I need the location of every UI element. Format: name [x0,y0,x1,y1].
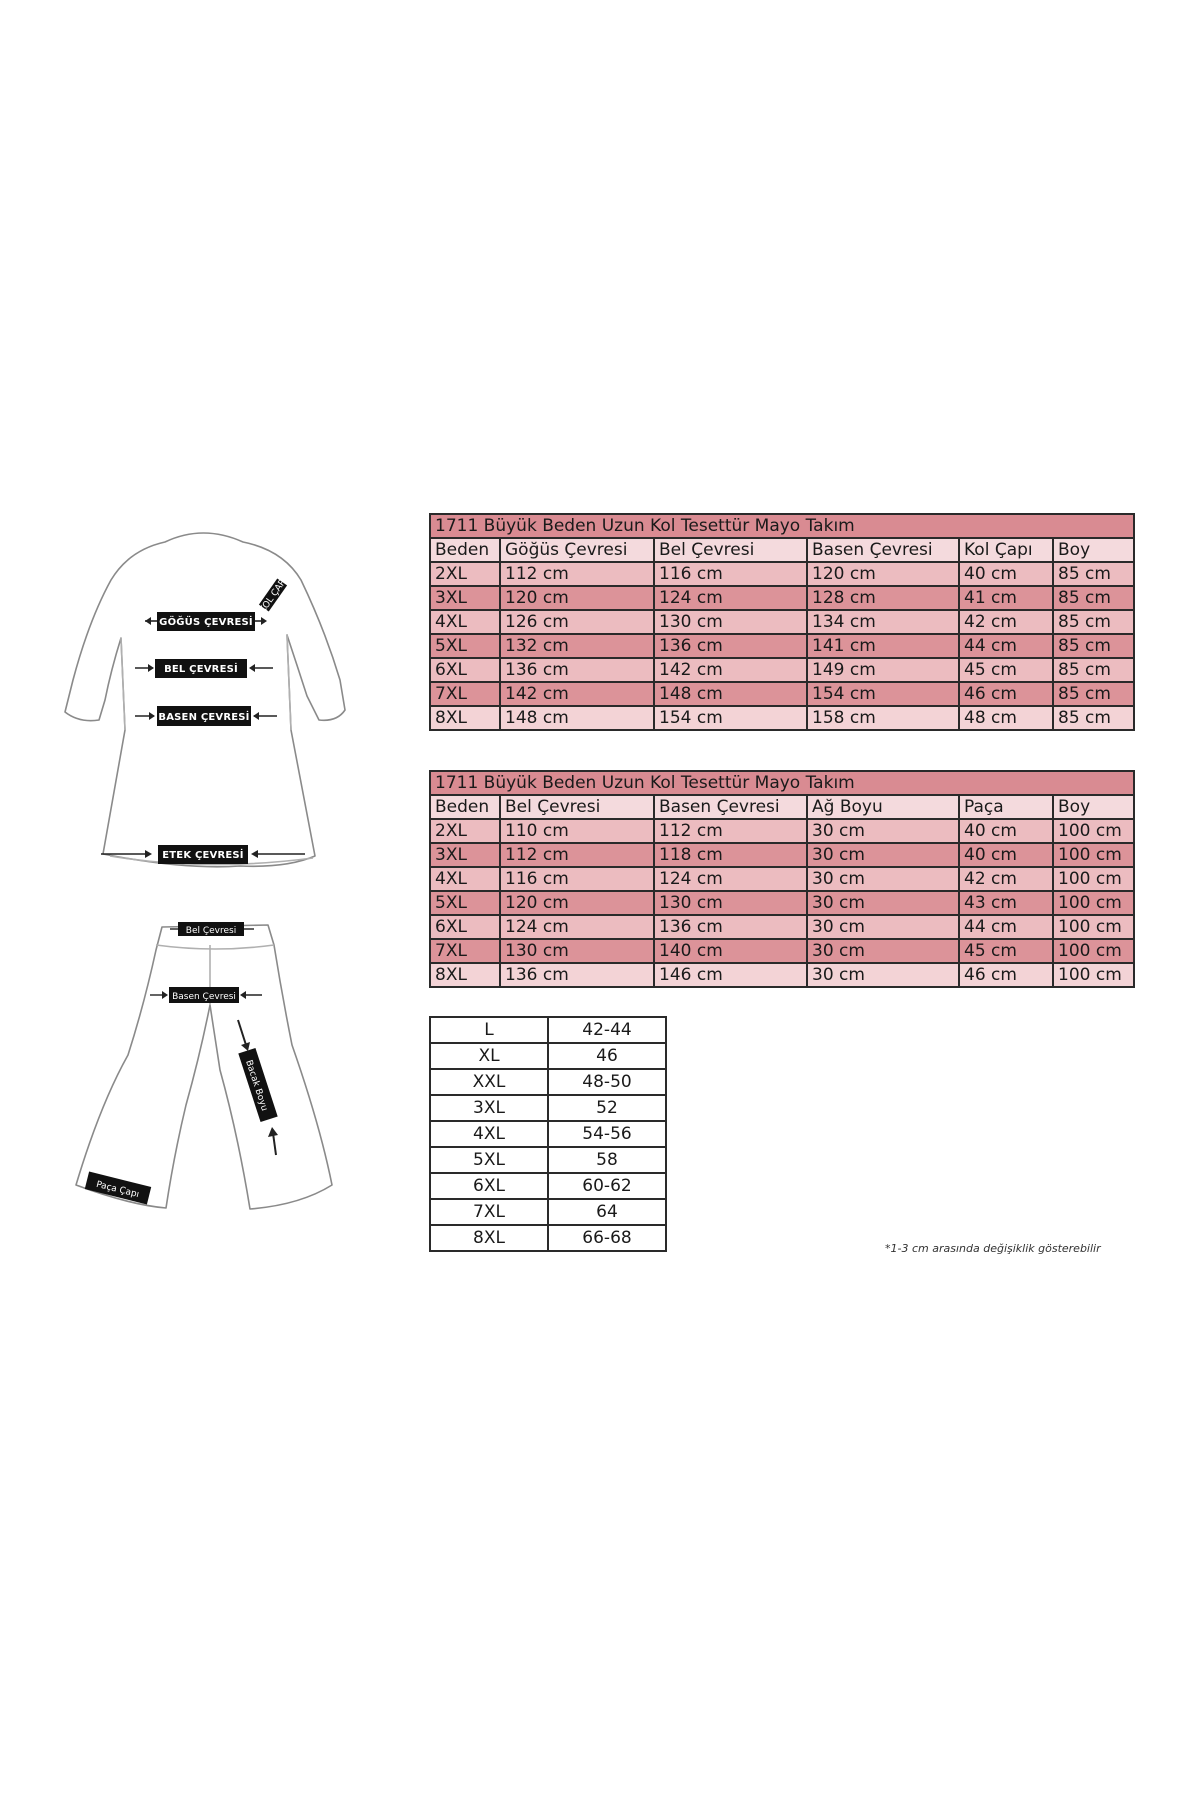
table-cell: 85 cm [1053,586,1134,610]
column-header: Ağ Boyu [807,795,959,819]
table-cell: 3XL [430,843,500,867]
column-header: Basen Çevresi [807,538,959,562]
table-cell: 6XL [430,658,500,682]
table-cell: 120 cm [500,586,654,610]
hem-tag: ETEK ÇEVRESİ [162,850,244,861]
size-label: 5XL [430,1147,548,1173]
table-cell: 136 cm [654,634,807,658]
table-cell: 134 cm [807,610,959,634]
chest-tag: GÖĞÜS ÇEVRESİ [159,617,253,628]
table-cell: 146 cm [654,963,807,987]
size-number: 64 [548,1199,666,1225]
table-cell: 4XL [430,867,500,891]
table-cell: 2XL [430,562,500,586]
tunic-sketch [55,520,355,880]
size-label: XL [430,1043,548,1069]
table-title: 1711 Büyük Beden Uzun Kol Tesettür Mayo Takım [430,514,1134,538]
size-number: 42-44 [548,1017,666,1043]
table-cell: 30 cm [807,915,959,939]
pants-hip-tag: Basen Çevresi [172,992,236,1002]
table-cell: 100 cm [1053,963,1134,987]
size-row [430,1017,666,1043]
table-row [430,843,1134,867]
table-cell: 148 cm [500,706,654,730]
table-cell: 136 cm [500,658,654,682]
size-label: 6XL [430,1173,548,1199]
table-cell: 42 cm [959,610,1053,634]
table-cell: 7XL [430,939,500,963]
table-cell: 85 cm [1053,610,1134,634]
size-row [430,1199,666,1225]
size-number: 46 [548,1043,666,1069]
table-cell: 118 cm [654,843,807,867]
table-cell: 46 cm [959,963,1053,987]
table-cell: 44 cm [959,634,1053,658]
table-cell: 44 cm [959,915,1053,939]
column-header: Beden [430,538,500,562]
table-cell: 149 cm [807,658,959,682]
size-label: 4XL [430,1121,548,1147]
table-cell: 100 cm [1053,915,1134,939]
table-title-row [430,771,1134,795]
table-cell: 124 cm [654,867,807,891]
table-cell: 85 cm [1053,682,1134,706]
hip-tag: BASEN ÇEVRESİ [158,712,250,723]
table-cell: 142 cm [500,682,654,706]
table-cell: 85 cm [1053,562,1134,586]
table-cell: 30 cm [807,939,959,963]
table-cell: 40 cm [959,819,1053,843]
table-cell: 158 cm [807,706,959,730]
table-title: 1711 Büyük Beden Uzun Kol Tesettür Mayo Takım [430,771,1134,795]
size-label: 7XL [430,1199,548,1225]
pants-hem-tag: Paça Çapı [95,1179,141,1201]
size-number: 60-62 [548,1173,666,1199]
table-cell: 30 cm [807,867,959,891]
table-cell: 40 cm [959,843,1053,867]
table-cell: 41 cm [959,586,1053,610]
table-cell: 85 cm [1053,658,1134,682]
table-cell: 126 cm [500,610,654,634]
top-measurement-table [429,513,1135,731]
table-cell: 124 cm [654,586,807,610]
variation-note: *1-3 cm arasında değişiklik gösterebilir [885,1242,1101,1255]
table-cell: 112 cm [500,562,654,586]
table-cell: 130 cm [654,891,807,915]
size-label: 8XL [430,1225,548,1251]
table-cell: 43 cm [959,891,1053,915]
table-row [430,963,1134,987]
table-cell: 148 cm [654,682,807,706]
table-cell: 130 cm [654,610,807,634]
table-cell: 45 cm [959,939,1053,963]
column-header: Beden [430,795,500,819]
table-cell: 40 cm [959,562,1053,586]
table-cell: 100 cm [1053,939,1134,963]
size-number: 48-50 [548,1069,666,1095]
column-header: Göğüs Çevresi [500,538,654,562]
table-row [430,562,1134,586]
size-number: 52 [548,1095,666,1121]
table-cell: 100 cm [1053,819,1134,843]
table-cell: 100 cm [1053,867,1134,891]
table-cell: 8XL [430,706,500,730]
chest-measure [145,612,267,631]
column-header: Kol Çapı [959,538,1053,562]
table-row [430,682,1134,706]
size-conversion-table [429,1016,667,1252]
table-cell: 5XL [430,634,500,658]
table-cell: 124 cm [500,915,654,939]
table-cell: 5XL [430,891,500,915]
table-cell: 110 cm [500,819,654,843]
table-cell: 30 cm [807,891,959,915]
column-header: Bel Çevresi [654,538,807,562]
table-cell: 120 cm [500,891,654,915]
table-cell: 85 cm [1053,634,1134,658]
sleeve-tag: KOL ÇAPI [257,575,290,616]
table-cell: 100 cm [1053,891,1134,915]
column-header: Boy [1053,538,1134,562]
pants-waist-measure [170,922,254,936]
table-row [430,939,1134,963]
size-number: 58 [548,1147,666,1173]
table-cell: 136 cm [654,915,807,939]
table-cell: 46 cm [959,682,1053,706]
table-cell: 30 cm [807,843,959,867]
column-header: Paça [959,795,1053,819]
table-cell: 85 cm [1053,706,1134,730]
column-header: Basen Çevresi [654,795,807,819]
table-cell: 142 cm [654,658,807,682]
table-row [430,610,1134,634]
table-cell: 8XL [430,963,500,987]
table-cell: 116 cm [654,562,807,586]
table-cell: 45 cm [959,658,1053,682]
size-row [430,1121,666,1147]
size-label: XXL [430,1069,548,1095]
table-title-row [430,514,1134,538]
table-cell: 128 cm [807,586,959,610]
table-row [430,634,1134,658]
size-label: 3XL [430,1095,548,1121]
pants-waist-tag: Bel Çevresi [185,926,237,936]
bottom-measurement-table [429,770,1135,988]
table-cell: 120 cm [807,562,959,586]
table-cell: 136 cm [500,963,654,987]
size-number: 66-68 [548,1225,666,1251]
table-cell: 30 cm [807,819,959,843]
table-cell: 116 cm [500,867,654,891]
table-row [430,819,1134,843]
table-cell: 42 cm [959,867,1053,891]
size-row [430,1095,666,1121]
table-cell: 141 cm [807,634,959,658]
table-row [430,867,1134,891]
table-header-row [430,538,1134,562]
table-cell: 3XL [430,586,500,610]
table-cell: 7XL [430,682,500,706]
table-row [430,706,1134,730]
waist-tag: BEL ÇEVRESİ [164,664,238,675]
pants-length-tag: Bacak Boyu [243,1058,270,1113]
table-header-row [430,795,1134,819]
size-row [430,1043,666,1069]
pants-sketch [70,905,340,1225]
table-cell: 4XL [430,610,500,634]
size-row [430,1173,666,1199]
table-cell: 30 cm [807,963,959,987]
size-row [430,1225,666,1251]
table-row [430,658,1134,682]
size-row [430,1069,666,1095]
table-cell: 154 cm [807,682,959,706]
table-row [430,891,1134,915]
table-cell: 2XL [430,819,500,843]
column-header: Bel Çevresi [500,795,654,819]
size-label: L [430,1017,548,1043]
table-cell: 132 cm [500,634,654,658]
size-number: 54-56 [548,1121,666,1147]
table-row [430,586,1134,610]
table-cell: 100 cm [1053,843,1134,867]
table-cell: 112 cm [500,843,654,867]
table-row [430,915,1134,939]
table-cell: 48 cm [959,706,1053,730]
table-cell: 140 cm [654,939,807,963]
column-header: Boy [1053,795,1134,819]
table-cell: 130 cm [500,939,654,963]
size-row [430,1147,666,1173]
table-cell: 112 cm [654,819,807,843]
table-cell: 6XL [430,915,500,939]
table-cell: 154 cm [654,706,807,730]
